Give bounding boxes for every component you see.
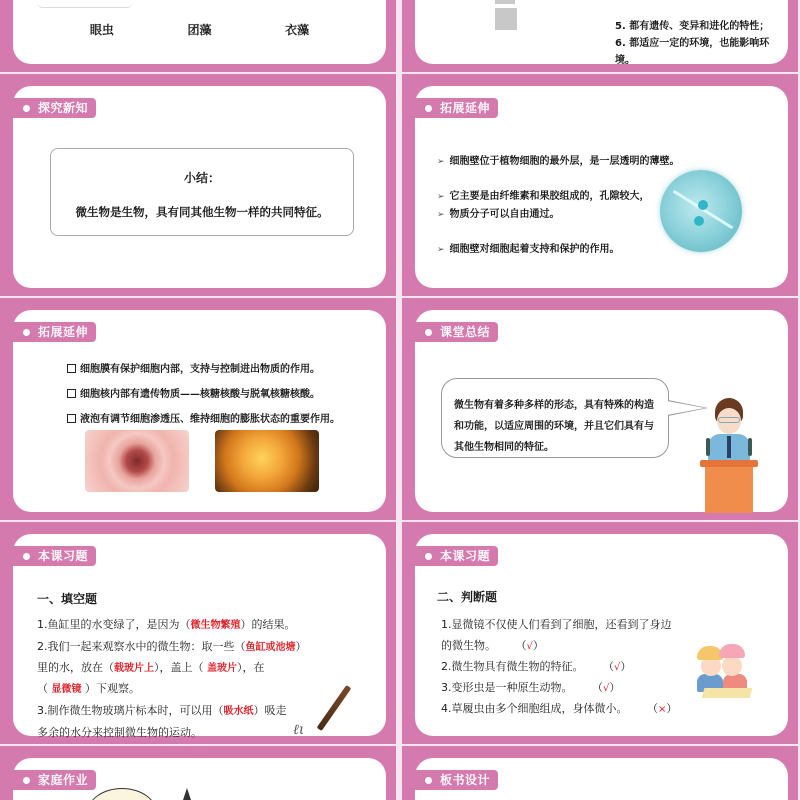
book-icon — [702, 688, 753, 698]
question-text: ）下观察。 — [81, 682, 140, 695]
square-bullet-icon — [67, 414, 76, 423]
question-2 — [37, 638, 307, 654]
question-heading: 二、判断题 — [437, 590, 498, 604]
bullet-item — [437, 240, 620, 255]
paren: ） — [666, 702, 678, 715]
section-tag-label: 本课习题 — [38, 549, 89, 563]
slide-card — [13, 86, 386, 288]
thought-bubble-illustration — [87, 788, 157, 800]
paren: （ — [647, 702, 658, 715]
slide-thumbnail-cell-wall[interactable] — [402, 74, 798, 296]
slide-card — [415, 310, 788, 512]
podium-top — [700, 460, 758, 467]
teacher-glasses — [718, 417, 740, 423]
bullet-item — [437, 187, 650, 202]
paren: （ — [515, 639, 527, 652]
slide-card — [415, 758, 788, 800]
bullet-item — [437, 152, 680, 167]
paren: （ — [592, 681, 603, 694]
question-text: 2.微生物具有微生物的特征。 — [441, 660, 584, 673]
summary-text: 微生物是生物，具有同其他生物一样的共同特征。 — [75, 205, 329, 219]
answer-text: 显微镜 — [51, 684, 82, 695]
section-tag — [415, 770, 498, 790]
question-text: 3.制作微生物玻璃片标本时，可以用（ — [37, 704, 224, 717]
arrow-bullet-icon: ➢ — [437, 245, 445, 255]
bullet-dot-icon — [23, 553, 30, 560]
paren: ） — [532, 639, 544, 652]
question-text: （ — [37, 682, 52, 695]
section-tag-label: 拓展延伸 — [38, 325, 89, 339]
cell-nucleus-image — [215, 430, 319, 492]
list-item — [67, 360, 320, 375]
teacher-tie — [727, 436, 731, 458]
microphone-icon — [748, 438, 752, 456]
section-tag-label: 板书设计 — [440, 773, 491, 787]
bullet-item — [437, 205, 560, 220]
bullet-dot-icon — [425, 777, 432, 784]
question-1-cont — [441, 637, 544, 653]
list-item-text: 细胞膜有保护细胞内部，支持与控制进出物质的作用。 — [80, 364, 320, 375]
question-text: 2.我们一起来观察水中的微生物：取一些（ — [37, 640, 246, 653]
kid-face — [722, 656, 742, 676]
section-tag-label: 课堂总结 — [440, 325, 491, 339]
section-tag — [415, 546, 498, 566]
section-tag — [13, 546, 96, 566]
podium — [705, 467, 753, 513]
question-2 — [441, 658, 631, 674]
slide-thumbnail-board-design[interactable] — [402, 746, 798, 800]
algae-image-edge — [37, 2, 133, 8]
bullet-dot-icon — [425, 329, 432, 336]
slide-card — [415, 534, 788, 736]
fountain-pen-icon — [317, 685, 352, 731]
slide-card — [415, 86, 788, 288]
slide-card — [13, 534, 386, 739]
algae-label: 团藻 — [187, 23, 212, 37]
speech-bubble-text: 微生物有着多种多样的形态，具有特殊的构造和功能，以适应周围的环境，并且它们具有与其他生物相同的特征。 — [454, 400, 654, 453]
algae-label: 眼虫 — [89, 23, 114, 37]
question-2-cont — [37, 659, 265, 675]
question-3-cont: 多余的水分来控制微生物的运动。 — [37, 726, 202, 739]
speech-bubble — [441, 378, 669, 458]
answer-text: 微生物繁殖 — [190, 620, 241, 631]
list-item-text: 液泡有调节细胞渗透压、维持细胞的膨胀状态的重要作用。 — [80, 414, 340, 425]
square-bullet-icon — [67, 389, 76, 398]
bullet-dot-icon — [23, 777, 30, 784]
cell-nucleus — [694, 216, 704, 226]
bullet-text: 细胞壁对细胞起着支持和保护的作用。 — [449, 244, 620, 255]
question-text: 的微生物。 — [441, 639, 496, 652]
question-text: ）的结果。 — [240, 618, 296, 631]
slide-thumbnail-fill-in-blank[interactable] — [0, 522, 396, 744]
placeholder-square — [495, 8, 517, 30]
section-tag — [13, 770, 96, 790]
bullet-dot-icon — [23, 329, 30, 336]
cross-mark-icon: × — [658, 704, 667, 715]
section-tag — [13, 322, 96, 342]
section-tag-label: 本课习题 — [440, 549, 491, 563]
scribble-decoration: ℓι — [293, 722, 305, 738]
bullet-text: 细胞壁位于植物细胞的最外层，是一层透明的薄壁。 — [449, 156, 680, 167]
summary-title: 小结： — [183, 171, 220, 185]
question-text: 里的水，放在（ — [37, 661, 114, 674]
question-text: ），在 — [237, 661, 265, 674]
question-3 — [441, 679, 620, 695]
illustration-fragment — [183, 788, 191, 800]
question-text: ），盖上（ — [154, 661, 207, 674]
teacher-at-podium-illustration — [700, 398, 760, 518]
check-mark-icon: √ — [614, 662, 621, 673]
arrow-bullet-icon: ➢ — [437, 157, 445, 167]
answer-text: 鱼缸或池塘 — [245, 642, 296, 653]
slide-thumbnail-summary[interactable] — [0, 74, 396, 296]
question-text: 1.鱼缸里的水变绿了，是因为（ — [37, 618, 191, 631]
placeholder-square — [495, 0, 515, 4]
bullet-text: 它主要是由纤维素和果胶组成的，孔隙较大， — [449, 191, 650, 202]
section-tag — [415, 322, 498, 342]
square-bullet-icon — [67, 364, 76, 373]
slide-card — [13, 0, 386, 64]
paren: （ — [603, 660, 614, 673]
microphone-icon — [706, 438, 710, 456]
slide-card — [415, 0, 788, 64]
answer-text: 盖玻片 — [207, 663, 237, 674]
slide-thumbnail-class-summary[interactable] — [402, 298, 798, 520]
bullet-text: 物质分子可以自由通过。 — [449, 209, 560, 220]
traits-list — [615, 18, 788, 69]
list-item — [67, 410, 340, 425]
question-text: ）吸走 — [253, 704, 287, 717]
question-text: ） — [295, 640, 307, 653]
bullet-dot-icon — [425, 553, 432, 560]
question-heading: 一、填空题 — [37, 592, 98, 606]
summary-box — [50, 148, 354, 236]
paren: ） — [609, 681, 621, 694]
trait-item: 5. 都有遗传、变异和进化的特性； — [615, 21, 770, 32]
kid-hat — [719, 644, 745, 658]
section-tag — [13, 98, 96, 118]
check-mark-icon: √ — [603, 683, 610, 694]
slide-thumbnail-algae[interactable] — [0, 0, 396, 72]
question-1 — [37, 616, 296, 632]
question-text: 3.变形虫是一种原生动物。 — [441, 681, 573, 694]
section-tag-label: 拓展延伸 — [440, 101, 491, 115]
slide-thumbnail-traits[interactable] — [402, 0, 798, 72]
list-item-text: 细胞核内部有遗传物质——核糖核酸与脱氧核糖核酸。 — [80, 389, 320, 400]
question-2-cont — [37, 680, 140, 696]
section-tag-label: 探究新知 — [38, 101, 89, 115]
slide-thumbnail-cell-structure[interactable] — [0, 298, 396, 520]
check-mark-icon: √ — [526, 641, 533, 652]
trait-item: 6. 都适应一定的环境，也能影响环境。 — [615, 38, 770, 66]
question-text: 4.草履虫由多个细胞组成，身体微小。 — [441, 702, 628, 715]
arrow-bullet-icon: ➢ — [437, 192, 445, 202]
algae-label-row — [13, 21, 386, 38]
question-1: 1.显微镜不仅使人们看到了细胞，还看到了身边 — [441, 618, 672, 631]
slide-card — [13, 758, 386, 800]
bullet-dot-icon — [425, 105, 432, 112]
algae-label: 衣藻 — [285, 23, 310, 37]
answer-text: 吸水纸 — [223, 706, 254, 717]
question-3 — [37, 702, 287, 718]
kids-reading-illustration — [697, 644, 753, 702]
plant-cell-image — [660, 170, 742, 252]
section-tag — [415, 98, 498, 118]
question-4 — [441, 700, 677, 716]
section-tag-label: 家庭作业 — [38, 773, 89, 787]
paren: ） — [620, 660, 632, 673]
cell-membrane-image — [85, 430, 189, 492]
arrow-bullet-icon: ➢ — [437, 210, 445, 220]
bullet-dot-icon — [23, 105, 30, 112]
list-item — [67, 385, 320, 400]
answer-text: 载玻片上 — [114, 663, 154, 674]
slide-card — [13, 310, 386, 512]
cell-nucleus — [698, 200, 708, 210]
slide-thumbnail-true-false[interactable] — [402, 522, 798, 744]
slide-thumbnail-homework[interactable] — [0, 746, 396, 800]
